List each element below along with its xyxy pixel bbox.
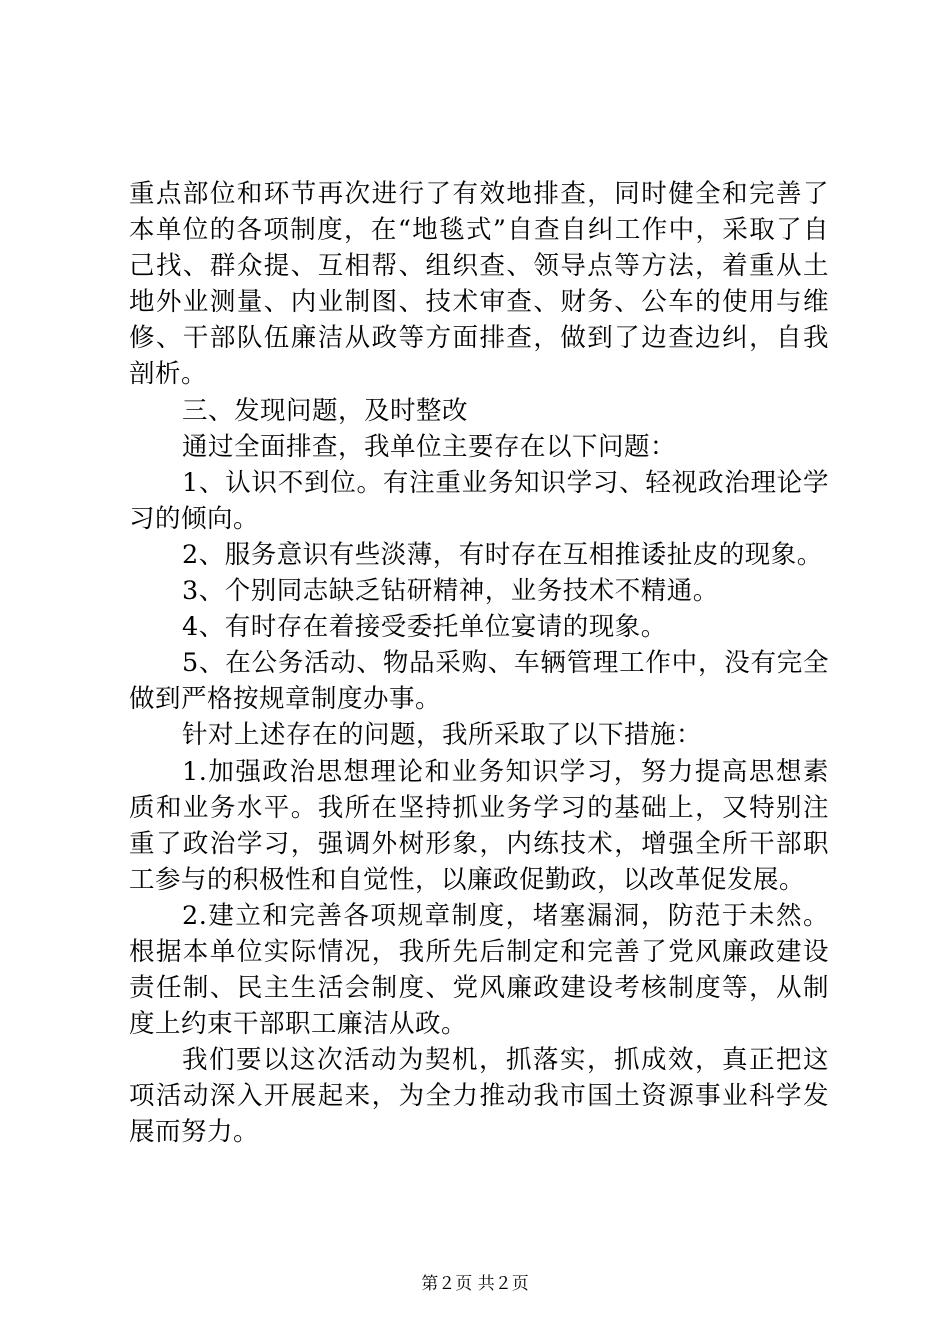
measure-item-2: 2.建立和完善各项规章制度，堵塞漏洞，防范于未然。根据本单位实际情况，我所先后制定和完善了党风廉政建设责任制、民主生活会制度、党风廉政建设考核制度等，从制度上约束干部职工廉洁从政。 <box>129 900 829 1040</box>
problem-item-3: 3、个别同志缺乏钻研精神，业务技术不精通。 <box>182 576 719 607</box>
section-heading: 三、发现问题，及时整改 <box>182 395 469 426</box>
document-body <box>129 176 829 1151</box>
page-footer <box>0 1274 950 1294</box>
measure-item-1: 1.加强政治思想理论和业务知识学习，努力提高思想素质和业务水平。我所在坚持抓业务学习的基础上，又特别注重了政治学习，强调外树形象，内练技术，增强全所干部职工参与的积极性和自觉性，以廉政促勤政，以改革促发展。 <box>129 756 829 895</box>
paragraph-intro-measures: 针对上述存在的问题，我所采取了以下措施： <box>182 720 703 751</box>
paragraph-continuation: 重点部位和环节再次进行了有效地排查，同时健全和完善了本单位的各项制度，在“地毯式”自查自纠工作中，采取了自己找、群众提、互相帮、组织查、领导点等方法，着重从土地外业测量、内业制图、技术审查、财务、公车的使用与维修、干部队伍廉洁从政等方面排查，做到了边查边纠，自我剖析。 <box>129 179 829 390</box>
paragraph-intro-problems: 通过全面排查，我单位主要存在以下问题： <box>182 431 677 462</box>
page-number-label: 第２页 共２页 <box>421 1274 529 1294</box>
problem-item-5: 5、在公务活动、物品采购、车辆管理工作中，没有完全做到严格按规章制度办事。 <box>129 648 829 715</box>
problem-item-2: 2、服务意识有些淡薄，有时存在互相推诿扯皮的现象。 <box>182 539 823 570</box>
paragraph-conclusion: 我们要以这次活动为契机，抓落实，抓成效，真正把这项活动深入开展起来，为全力推动我市国土资源事业科学发展而努力。 <box>129 1045 829 1148</box>
problem-item-4: 4、有时存在着接受委托单位宴请的现象。 <box>182 612 667 643</box>
problem-item-1: 1、认识不到位。有注重业务知识学习、轻视政治理论学习的倾向。 <box>129 467 829 534</box>
